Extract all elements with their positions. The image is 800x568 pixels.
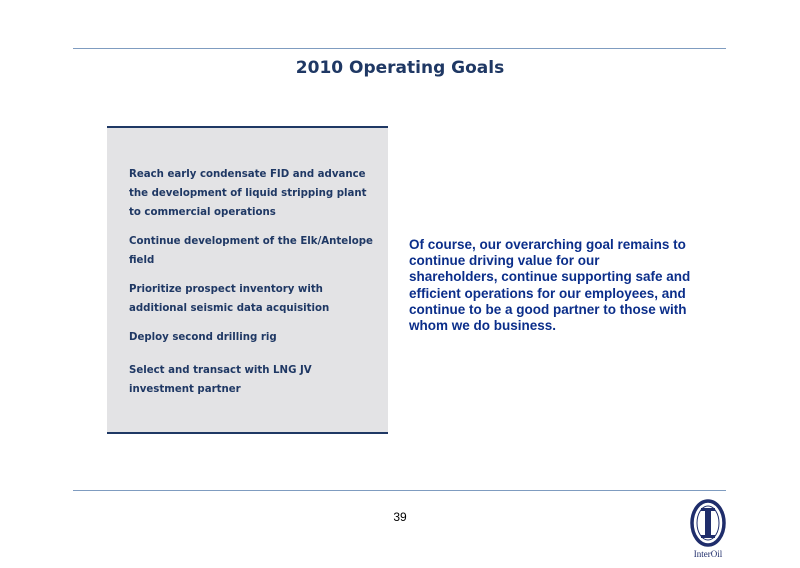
goal-item: Prioritize prospect inventory with additional seismic data acquisition xyxy=(129,284,330,314)
goal-item: Continue development of the Elk/Antelope field xyxy=(129,236,373,266)
goals-panel xyxy=(107,126,388,434)
interoil-logo-icon xyxy=(688,497,728,549)
goal-item: Select and transact with LNG JV investment partner xyxy=(129,365,312,395)
page-title: 2010 Operating Goals xyxy=(295,58,505,78)
goal-item: Reach early condensate FID and advance the development of liquid stripping plant to commercial operations xyxy=(129,169,367,218)
footer-rule xyxy=(73,490,726,491)
goal-item: Deploy second drilling rig xyxy=(129,332,277,343)
page-number: 39 xyxy=(393,510,407,524)
logo-wordmark: InterOil xyxy=(693,549,723,559)
overarching-goal-statement: Of course, our overarching goal remains to continue driving value for our shareholders, continue supporting safe and efficient operations for our employees, and continue to be a good partner to those with whom we do business. xyxy=(409,237,691,334)
header-rule xyxy=(73,48,726,49)
